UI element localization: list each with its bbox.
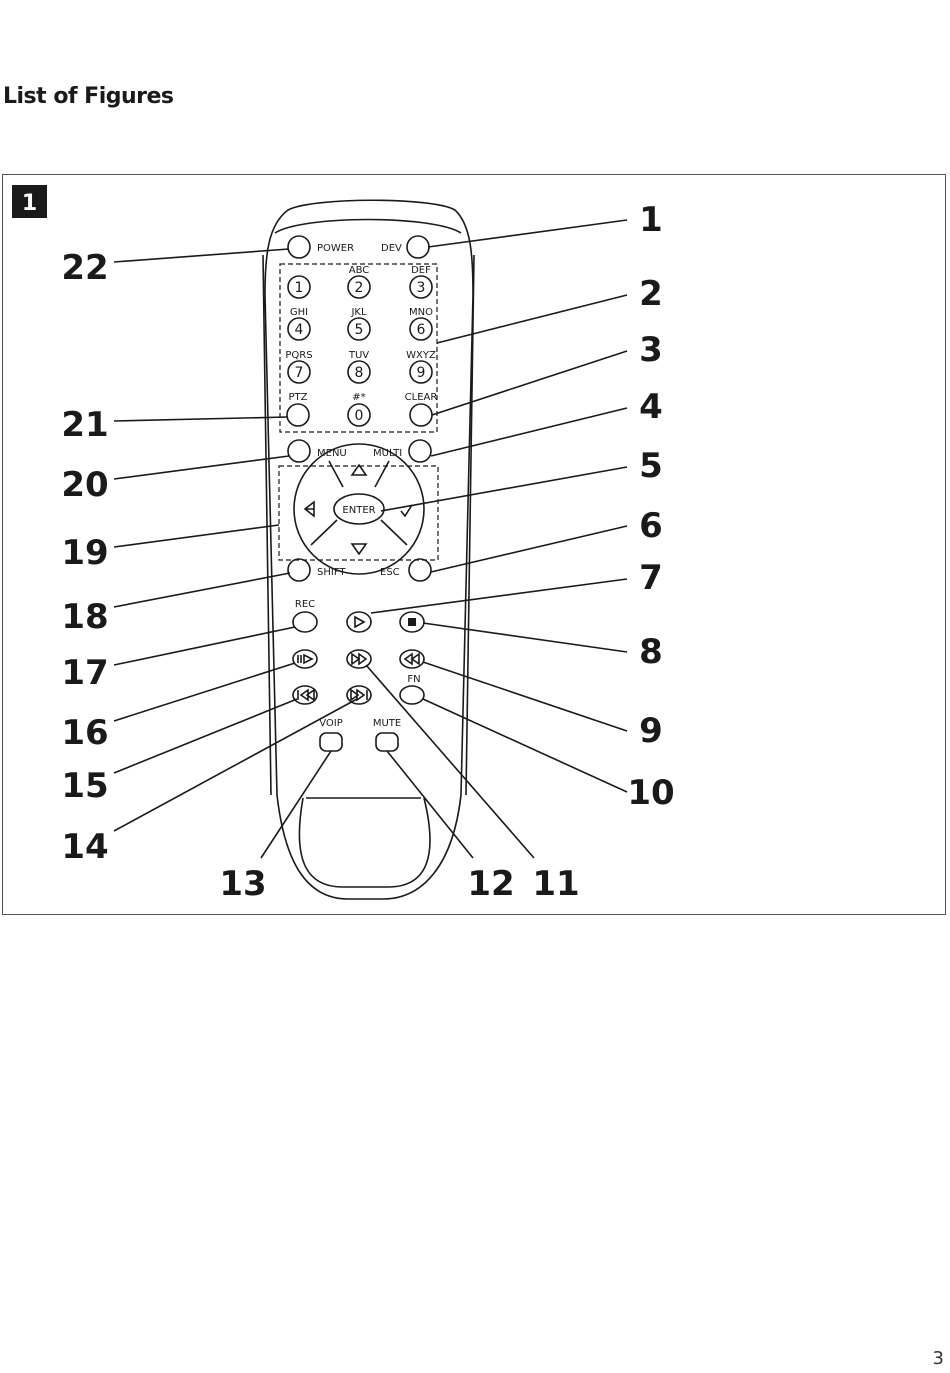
esc-button[interactable] xyxy=(380,559,431,581)
key-6-button[interactable] xyxy=(409,307,433,340)
remote-control-diagram xyxy=(3,175,947,916)
pause-play-button[interactable] xyxy=(293,650,317,668)
ptz-button[interactable] xyxy=(287,392,309,426)
play-icon xyxy=(355,617,364,627)
callout-12: 12 xyxy=(467,864,515,904)
previous-button[interactable] xyxy=(293,686,317,704)
power-label: POWER xyxy=(317,243,355,254)
rewind-button[interactable] xyxy=(400,650,424,668)
fast-forward-button[interactable] xyxy=(347,650,371,668)
leader-lines xyxy=(114,220,627,858)
key-2-button[interactable] xyxy=(348,265,370,298)
clear-button[interactable] xyxy=(405,392,438,426)
key-8-button[interactable] xyxy=(348,350,370,383)
dev-label: DEV xyxy=(381,243,402,254)
key-8-digit: 8 xyxy=(354,365,364,381)
section-heading: List of Figures xyxy=(3,84,174,109)
key-6-digit: 6 xyxy=(416,322,426,338)
fast-forward-icon xyxy=(352,654,366,664)
callout-13: 13 xyxy=(219,864,267,904)
dev-button[interactable] xyxy=(381,236,429,258)
key-8-letters: TUV xyxy=(348,350,370,361)
shift-label: SHIFT xyxy=(317,567,346,578)
callout-11: 11 xyxy=(532,864,580,904)
key-5-digit: 5 xyxy=(354,322,364,338)
next-icon xyxy=(351,690,367,700)
key-3-letters: DEF xyxy=(411,265,431,276)
stop-icon xyxy=(408,618,416,626)
callout-17: 17 xyxy=(61,653,109,693)
pause-play-icon xyxy=(298,655,312,663)
multi-label: MULTI xyxy=(373,448,403,459)
fn-label: FN xyxy=(407,674,421,685)
key-1-button[interactable] xyxy=(288,276,310,298)
figure-frame xyxy=(2,174,946,915)
key-5-button[interactable] xyxy=(348,307,370,340)
key-7-digit: 7 xyxy=(294,365,304,381)
callout-10: 10 xyxy=(627,773,675,813)
key-0-digit: 0 xyxy=(354,408,364,424)
rec-button[interactable] xyxy=(293,599,317,632)
key-4-button[interactable] xyxy=(288,307,310,340)
mute-label: MUTE xyxy=(372,718,402,729)
menu-label: MENU xyxy=(317,448,347,459)
voip-button[interactable] xyxy=(319,718,343,751)
callout-5: 5 xyxy=(639,446,663,486)
rewind-icon xyxy=(405,654,419,664)
key-1-digit: 1 xyxy=(294,280,304,296)
callout-1: 1 xyxy=(639,200,663,240)
callout-20: 20 xyxy=(61,465,109,505)
remote-body xyxy=(263,200,474,899)
shift-button[interactable] xyxy=(288,559,346,581)
callout-6: 6 xyxy=(639,506,663,546)
power-button[interactable] xyxy=(288,236,354,258)
play-button[interactable] xyxy=(347,612,371,632)
key-9-digit: 9 xyxy=(416,365,426,381)
ptz-label: PTZ xyxy=(288,392,308,403)
mute-button[interactable] xyxy=(373,718,401,751)
key-0-button[interactable] xyxy=(348,392,370,426)
key-4-digit: 4 xyxy=(294,322,304,338)
callout-3: 3 xyxy=(639,330,663,370)
callout-7: 7 xyxy=(639,558,663,598)
stop-button[interactable] xyxy=(400,612,424,632)
callout-2: 2 xyxy=(639,274,663,314)
callout-8: 8 xyxy=(639,632,663,672)
callout-21: 21 xyxy=(61,405,109,445)
keypad xyxy=(285,265,436,383)
hash-star-label: #* xyxy=(352,392,366,403)
enter-button[interactable] xyxy=(342,505,375,516)
key-3-digit: 3 xyxy=(416,280,426,296)
fn-button[interactable] xyxy=(400,674,424,704)
esc-label: ESC xyxy=(380,567,400,578)
previous-icon xyxy=(298,690,314,700)
nav-left-button[interactable] xyxy=(305,502,314,516)
figure-number: 1 xyxy=(21,191,38,216)
voip-label: VOIP xyxy=(319,718,343,729)
key-9-letters: WXYZ xyxy=(406,350,436,361)
callout-4: 4 xyxy=(639,387,663,427)
callout-14: 14 xyxy=(61,827,109,867)
next-button[interactable] xyxy=(347,686,371,704)
key-3-button[interactable] xyxy=(410,265,432,298)
key-9-button[interactable] xyxy=(406,350,436,383)
key-2-digit: 2 xyxy=(354,280,364,296)
callout-22: 22 xyxy=(61,248,109,288)
callout-16: 16 xyxy=(61,713,109,753)
clear-label: CLEAR xyxy=(404,392,438,403)
key-5-letters: JKL xyxy=(351,307,367,318)
key-4-letters: GHI xyxy=(289,307,309,318)
rec-label: REC xyxy=(294,599,316,610)
callout-15: 15 xyxy=(61,766,109,806)
callout-19: 19 xyxy=(61,533,109,573)
key-6-letters: MNO xyxy=(409,307,433,318)
key-7-letters: PQRS xyxy=(285,350,313,361)
multi-button[interactable] xyxy=(373,440,431,462)
callout-18: 18 xyxy=(61,597,109,637)
key-2-letters: ABC xyxy=(348,265,370,276)
key-7-button[interactable] xyxy=(285,350,312,383)
enter-label: ENTER xyxy=(342,505,376,516)
callout-9: 9 xyxy=(639,711,663,751)
page-number: 3 xyxy=(932,1348,944,1369)
nav-down-button[interactable] xyxy=(352,544,366,554)
